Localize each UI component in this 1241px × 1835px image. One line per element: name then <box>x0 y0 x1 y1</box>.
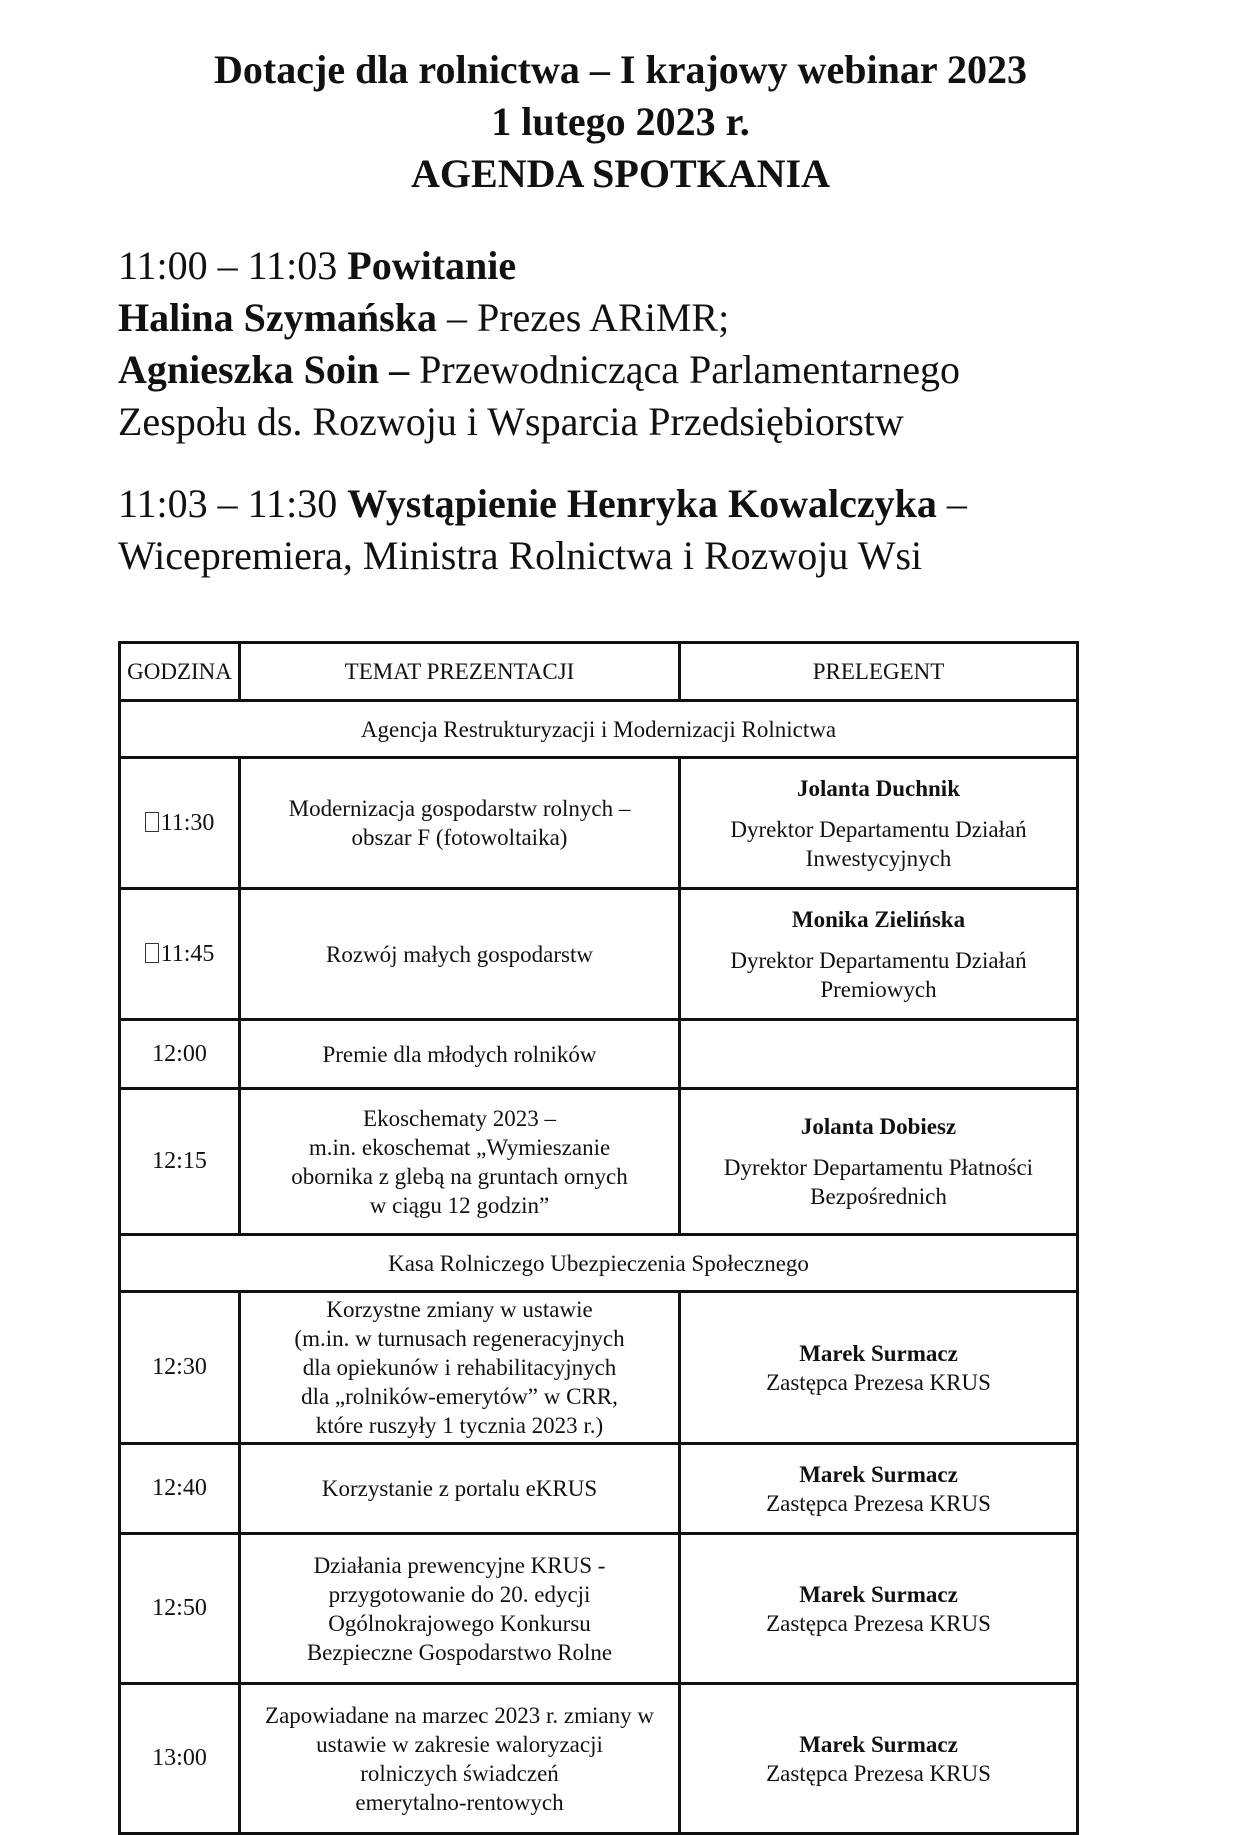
speaker-role-continued: Zespołu ds. Rozwoju i Wsparcia Przedsiębiorstw <box>118 399 904 444</box>
intro-address-line <box>118 478 1118 530</box>
speaker-role: Dyrektor Departamentu Działań <box>730 816 1027 842</box>
speaker-role: Zastępca Prezesa KRUS <box>766 1369 991 1395</box>
speaker-name: Agnieszka Soin – <box>118 347 410 392</box>
document-subtitle: AGENDA SPOTKANIA <box>411 151 830 196</box>
agenda-table <box>118 641 1079 1835</box>
table-row <box>120 1020 1078 1089</box>
speaker-name: Marek Surmacz <box>799 1461 958 1487</box>
topic-line: obszar F (fotowoltaika) <box>351 825 568 850</box>
speaker-name: Marek Surmacz <box>799 1581 958 1607</box>
intro-welcome <box>118 240 1118 448</box>
intro-time: 11:03 – 11:30 <box>118 481 338 526</box>
topic-line: Modernizacja gospodarstw rolnych – <box>288 796 631 821</box>
spacer <box>685 1141 1072 1153</box>
time-cell <box>120 889 240 1020</box>
table-row <box>120 1534 1078 1684</box>
speaker-cell-empty <box>680 1020 1078 1089</box>
intro-speaker-line <box>118 292 1118 344</box>
placeholder-glyph-icon <box>145 943 159 963</box>
time-cell: 12:40 <box>120 1444 240 1534</box>
column-header-topic: TEMAT PREZENTACJI <box>240 643 680 701</box>
time-value: 11:45 <box>160 940 215 967</box>
table-header-row <box>120 643 1078 701</box>
placeholder-glyph-icon <box>145 812 159 832</box>
section-title: Agencja Restrukturyzacji i Modernizacji Rolnictwa <box>120 701 1078 758</box>
speaker-name: Jolanta Dobiesz <box>800 1114 957 1139</box>
document-date: 1 lutego 2023 r. <box>491 99 750 144</box>
topic-line: Działania prewencyjne KRUS - <box>313 1552 606 1578</box>
topic-line: Bezpieczne Gospodarstwo Rolne <box>306 1639 613 1665</box>
topic-cell <box>240 1534 680 1684</box>
topic-line: które ruszyły 1 tycznia 2023 r.) <box>315 1413 604 1438</box>
time-cell: 12:30 <box>120 1292 240 1444</box>
topic-cell <box>240 889 680 1020</box>
time-cell: 12:15 <box>120 1089 240 1235</box>
speaker-cell <box>680 1534 1078 1684</box>
section-row <box>120 1235 1078 1292</box>
speaker-name: Marek Surmacz <box>799 1731 958 1757</box>
speaker-role: Inwestycyjnych <box>805 845 952 871</box>
topic-line: rolniczych świadczeń <box>360 1760 559 1786</box>
topic-cell <box>240 1444 680 1534</box>
topic-line: Korzystne zmiany w ustawie <box>326 1297 593 1322</box>
table-row <box>120 889 1078 1020</box>
section-row <box>120 701 1078 758</box>
speaker-name: Jolanta Duchnik <box>797 775 960 801</box>
table-row <box>120 1444 1078 1534</box>
spacer <box>685 934 1072 946</box>
speaker-cell <box>680 1684 1078 1834</box>
speaker-role: Bezpośrednich <box>810 1184 947 1209</box>
intro-address <box>118 478 1118 582</box>
topic-line: Ogólnokrajowego Konkursu <box>328 1610 591 1636</box>
speaker-role: Zastępca Prezesa KRUS <box>766 1490 991 1516</box>
speaker-cell <box>680 889 1078 1020</box>
time-cell: 12:00 <box>120 1020 240 1089</box>
topic-cell <box>240 1089 680 1235</box>
speaker-cell <box>680 1292 1078 1444</box>
intro-time: 11:00 – 11:03 <box>118 243 338 288</box>
topic-line: Korzystanie z portalu eKRUS <box>321 1476 598 1501</box>
topic-line: przygotowanie do 20. edycji <box>328 1581 591 1607</box>
column-header-time: GODZINA <box>120 643 240 701</box>
intro-heading: Powitanie <box>347 243 517 288</box>
speaker-role: Dyrektor Departamentu Działań <box>730 947 1027 973</box>
topic-cell <box>240 1292 680 1444</box>
spacer <box>685 803 1072 815</box>
topic-line: Zapowiadane na marzec 2023 r. zmiany w <box>265 1702 654 1728</box>
table-row <box>120 1292 1078 1444</box>
topic-line: dla „rolników-emerytów” w CRR, <box>301 1384 618 1409</box>
intro-speaker-line <box>118 344 1118 396</box>
topic-line: Rozwój małych gospodarstw <box>325 941 593 967</box>
speaker-role: Zastępca Prezesa KRUS <box>766 1760 991 1786</box>
time-cell: 12:50 <box>120 1534 240 1684</box>
document-header <box>0 44 1241 200</box>
table-row <box>120 1089 1078 1235</box>
speaker-cell <box>680 758 1078 889</box>
speaker-name: Halina Szymańska <box>118 295 437 340</box>
topic-line: obornika z glebą na gruntach ornych <box>291 1163 628 1189</box>
table-row <box>120 758 1078 889</box>
topic-cell <box>240 758 680 889</box>
topic-line: m.in. ekoschemat „Wymieszanie <box>308 1134 611 1160</box>
speaker-role: Przewodnicząca Parlamentarnego <box>409 347 961 392</box>
column-header-speaker: PRELEGENT <box>680 643 1078 701</box>
topic-line: ustawie w zakresie waloryzacji <box>316 1731 603 1757</box>
time-value: 11:30 <box>160 809 215 836</box>
document-title: Dotacje dla rolnictwa – I krajowy webinar 2023 <box>214 47 1027 92</box>
table-row <box>120 1684 1078 1834</box>
speaker-role: Premiowych <box>820 976 937 1002</box>
topic-cell <box>240 1020 680 1089</box>
speaker-name: Marek Surmacz <box>799 1340 958 1366</box>
topic-line: Ekoschematy 2023 – <box>363 1105 556 1131</box>
speaker-cell <box>680 1089 1078 1235</box>
topic-line: emerytalno-rentowych <box>355 1789 564 1815</box>
topic-line: dla opiekunów i rehabilitacyjnych <box>302 1355 617 1380</box>
topic-line: (m.in. w turnusach regeneracyjnych <box>294 1326 625 1351</box>
speaker-role: – Prezes ARiMR; <box>436 295 730 340</box>
speaker-role: Dyrektor Departamentu Płatności <box>723 1155 1034 1180</box>
section-title: Kasa Rolniczego Ubezpieczenia Społecznego <box>120 1235 1078 1292</box>
dash: – <box>936 481 967 526</box>
speaker-name: Monika Zielińska <box>791 906 966 932</box>
topic-line: Premie dla młodych rolników <box>322 1041 597 1067</box>
topic-cell <box>240 1684 680 1834</box>
speaker-role: Zastępca Prezesa KRUS <box>766 1610 991 1636</box>
topic-line: w ciągu 12 godzin” <box>369 1192 550 1218</box>
time-cell: 13:00 <box>120 1684 240 1834</box>
intro-welcome-line <box>118 240 1118 292</box>
speaker-role: Wicepremiera, Ministra Rolnictwa i Rozwoju Wsi <box>118 533 923 578</box>
intro-heading: Wystąpienie Henryka Kowalczyka <box>347 481 937 526</box>
speaker-cell <box>680 1444 1078 1534</box>
time-cell <box>120 758 240 889</box>
